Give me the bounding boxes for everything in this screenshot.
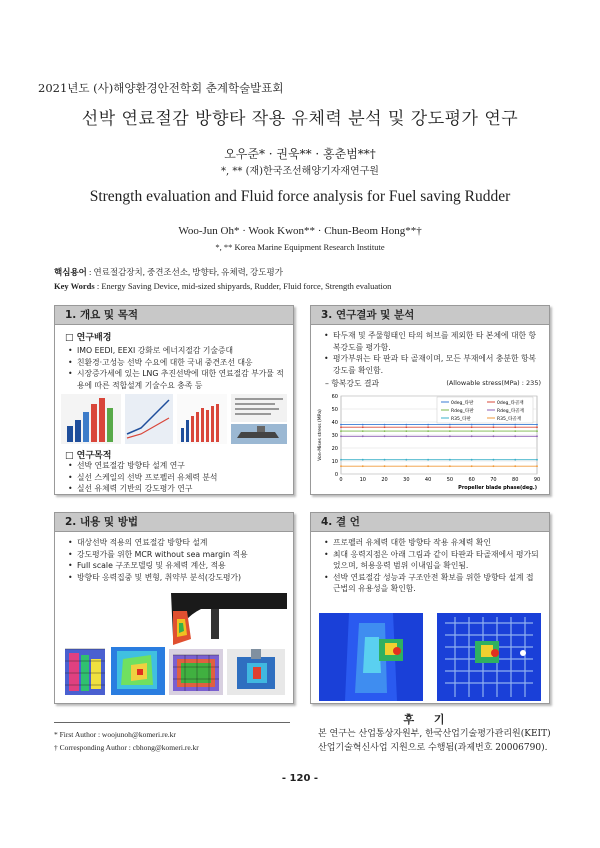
list-item: • 친환경·고성능 선박 수요에 대한 국내 중견조선 대응 — [77, 357, 285, 369]
data-point — [362, 465, 364, 467]
data-point — [493, 435, 495, 437]
list-item: • 실선 유체력 기반의 강도평가 연구 — [77, 483, 285, 495]
list-item: • 최대 응력지점은 아래 그림과 같이 타판과 타골재에서 평가되었으며, 허용응력 범위 이내임을 확인됨. — [333, 549, 541, 572]
data-point — [362, 430, 364, 432]
legend-label: Rdeg_타골재 — [497, 409, 524, 414]
legend-label: R35_타판 — [451, 417, 471, 422]
data-point — [384, 426, 386, 428]
authors-korean: 오우준* · 권욱** · 홍춘범**† — [224, 147, 376, 161]
panel-method-header: 2. 내용 및 방법 — [55, 513, 293, 532]
data-point — [493, 465, 495, 467]
legend-label: Rdeg_타판 — [451, 409, 474, 414]
conclusion-figures — [319, 613, 541, 701]
data-point — [514, 424, 516, 426]
background-figures-image — [61, 394, 287, 444]
x-tick-label: 80 — [512, 477, 519, 483]
results-list — [311, 330, 549, 376]
acknowledgement-body: 본 연구는 산업통상자원부, 한국산업기술평가관리원(KEIT) 산업기술혁신사업 지원으로 수행됨(과제번호 20006790). — [318, 729, 551, 753]
data-point — [362, 459, 364, 461]
y-tick-label: 50 — [331, 407, 338, 413]
x-tick-label: 60 — [468, 477, 475, 483]
list-item: • 선박 연료절감 성능과 구조안전 확보를 위한 방향타 설계 접근법의 유용성을 확인함. — [333, 572, 541, 595]
list-item: • IMO EEDI, EEXI 강화로 에너지절감 기술증대 — [77, 345, 285, 357]
section-purpose-title: □ 연구목적 — [65, 451, 112, 461]
y-tick-label: 10 — [331, 459, 338, 465]
x-tick-label: 50 — [446, 477, 454, 483]
data-point — [405, 424, 407, 426]
data-point — [449, 430, 451, 432]
panel-overview-body — [55, 326, 293, 494]
footnote-first-author: * First Author : woojunoh@komeri.re.kr — [54, 730, 176, 739]
footnote-divider — [54, 722, 290, 723]
data-point — [405, 426, 407, 428]
panel-results-header: 3. 연구결과 및 분석 — [311, 306, 549, 325]
data-point — [340, 435, 342, 437]
method-figures — [61, 589, 287, 699]
yield-strength-chart — [313, 390, 545, 494]
affiliation-english: *, ** Korea Marine Equipment Research Institute — [215, 242, 385, 252]
background-figures — [61, 394, 287, 444]
footnote-corresponding-author: † Corresponding Author : cbhong@komeri.re.kr — [54, 743, 199, 752]
data-point — [427, 424, 429, 426]
y-tick-label: 60 — [331, 394, 338, 400]
data-point — [471, 426, 473, 428]
data-point — [536, 426, 538, 428]
data-point — [384, 430, 386, 432]
data-point — [471, 435, 473, 437]
data-point — [340, 465, 342, 467]
data-point — [427, 426, 429, 428]
data-point — [384, 435, 386, 437]
data-point — [427, 465, 429, 467]
data-point — [536, 459, 538, 461]
data-point — [384, 424, 386, 426]
affiliation-korean: *, ** (재)한국조선해양기자재연구원 — [221, 166, 379, 177]
panel-overview — [54, 305, 294, 495]
data-point — [514, 459, 516, 461]
method-list — [55, 537, 293, 583]
keywords-english-label: Key Words — [54, 281, 95, 291]
list-item: • 시장증가세에 있는 LNG 추진선박에 대한 연료절감 부가물 적용에 따른 적합설계 기술수요 충족 등 — [77, 368, 285, 391]
data-point — [493, 430, 495, 432]
section-background-title: □ 연구배경 — [65, 333, 112, 343]
data-point — [340, 459, 342, 461]
keywords-english-text: : Energy Saving Device, mid-sized shipyards, Rudder, Fluid force, Strength evaluation — [94, 281, 392, 291]
panel-conclusion-header: 4. 결 언 — [311, 513, 549, 532]
data-point — [405, 459, 407, 461]
allowable-stress-note: (Allowable stress(MPa) : 235) — [446, 379, 541, 387]
data-point — [384, 459, 386, 461]
title-korean: 선박 연료절감 방향타 작용 유체력 분석 및 강도평가 연구 — [81, 109, 519, 129]
data-point — [449, 426, 451, 428]
y-tick-label: 20 — [331, 446, 338, 452]
list-item: • 강도평가를 위한 MCR without sea margin 적용 — [77, 549, 285, 561]
list-item: • 실선 스케일의 선박 프로펠러 유체력 분석 — [77, 472, 285, 484]
conclusion-list — [311, 537, 549, 595]
data-point — [362, 435, 364, 437]
list-item: • 평가부위는 타 판과 타 골재이며, 모든 부재에서 충분한 항복강도를 확인함. — [333, 353, 541, 376]
panel-method — [54, 512, 294, 704]
data-point — [536, 435, 538, 437]
x-tick-label: 20 — [381, 477, 388, 483]
page-number: - 120 - — [281, 773, 319, 784]
data-point — [427, 435, 429, 437]
data-point — [514, 430, 516, 432]
data-point — [405, 465, 407, 467]
data-point — [471, 430, 473, 432]
panel-overview-header: 1. 개요 및 목적 — [55, 306, 293, 325]
keywords-english — [54, 281, 391, 291]
data-point — [340, 426, 342, 428]
data-point — [514, 435, 516, 437]
data-point — [362, 426, 364, 428]
x-tick-label: 30 — [403, 477, 410, 483]
list-item: • 타두재 및 주물형태인 타의 허브를 제외한 타 본체에 대한 항복강도를 평가함. — [333, 330, 541, 353]
list-item: • 프로펠러 유체력 대한 방향타 작용 유체력 확인 — [333, 537, 541, 549]
panel-conclusion-body — [311, 533, 549, 703]
x-tick-label: 70 — [490, 477, 497, 483]
legend-label: 0deg_타골재 — [497, 401, 524, 406]
data-point — [449, 424, 451, 426]
data-point — [471, 424, 473, 426]
x-tick-label: 90 — [533, 477, 541, 483]
panel-method-body — [55, 533, 293, 703]
keywords-korean-label: 핵심용어 — [54, 267, 87, 277]
data-point — [536, 424, 538, 426]
data-point — [493, 426, 495, 428]
list-item: • Full scale 구조모델링 및 유체력 계산, 적용 — [77, 560, 285, 572]
data-point — [449, 465, 451, 467]
panel-results-body — [311, 326, 549, 494]
x-axis-label: Propeller blade phase(deg.) — [458, 485, 537, 491]
title-english: Strength evaluation and Fluid force analysis for Fuel saving Rudder — [89, 188, 511, 205]
list-item: • 선박 연료절감 방향타 설계 연구 — [77, 460, 285, 472]
rudder-model-images — [61, 589, 287, 699]
panel-conclusion — [310, 512, 550, 704]
data-point — [340, 424, 342, 426]
y-tick-label: 0 — [334, 472, 338, 478]
yield-result-subtitle: – 항복강도 결과 — [325, 379, 380, 388]
x-tick-label: 40 — [424, 477, 432, 483]
stress-contour-images — [319, 613, 541, 701]
data-point — [514, 465, 516, 467]
data-point — [536, 430, 538, 432]
background-list — [55, 345, 293, 391]
keywords-korean — [54, 266, 283, 278]
legend-label: R35_타골재 — [497, 417, 522, 422]
panel-results — [310, 305, 550, 495]
data-point — [514, 426, 516, 428]
data-point — [493, 459, 495, 461]
data-point — [493, 424, 495, 426]
data-point — [471, 459, 473, 461]
data-point — [340, 430, 342, 432]
legend-label: 0deg_타판 — [451, 401, 474, 406]
list-item: • 방향타 응력집중 및 변형, 취약부 분석(강도평가) — [77, 572, 285, 584]
data-point — [449, 435, 451, 437]
data-point — [427, 430, 429, 432]
data-point — [405, 435, 407, 437]
authors-english: Woo-Jun Oh* · Wook Kwon** · Chun-Beom Hong**† — [178, 225, 422, 237]
y-tick-label: 30 — [331, 433, 338, 439]
keywords-korean-text: : 연료절감장치, 중견조선소, 방향타, 유체력, 강도평가 — [86, 267, 283, 277]
data-point — [384, 465, 386, 467]
x-tick-label: 0 — [339, 477, 343, 483]
data-point — [362, 424, 364, 426]
data-point — [536, 465, 538, 467]
purpose-list — [55, 460, 293, 495]
data-point — [427, 459, 429, 461]
conference-label: 2021년도 (사)해양환경안전학회 춘계학술발표회 — [38, 81, 284, 95]
x-tick-label: 10 — [359, 477, 366, 483]
list-item: • 대상선박 적용의 연료절감 방향타 설계 — [77, 537, 285, 549]
y-tick-label: 40 — [331, 420, 338, 426]
y-axis-label: Von-Mises stress (MPa) — [318, 409, 323, 461]
data-point — [471, 465, 473, 467]
data-point — [449, 459, 451, 461]
data-point — [405, 430, 407, 432]
acknowledgement-title: 후 기 — [403, 713, 453, 726]
